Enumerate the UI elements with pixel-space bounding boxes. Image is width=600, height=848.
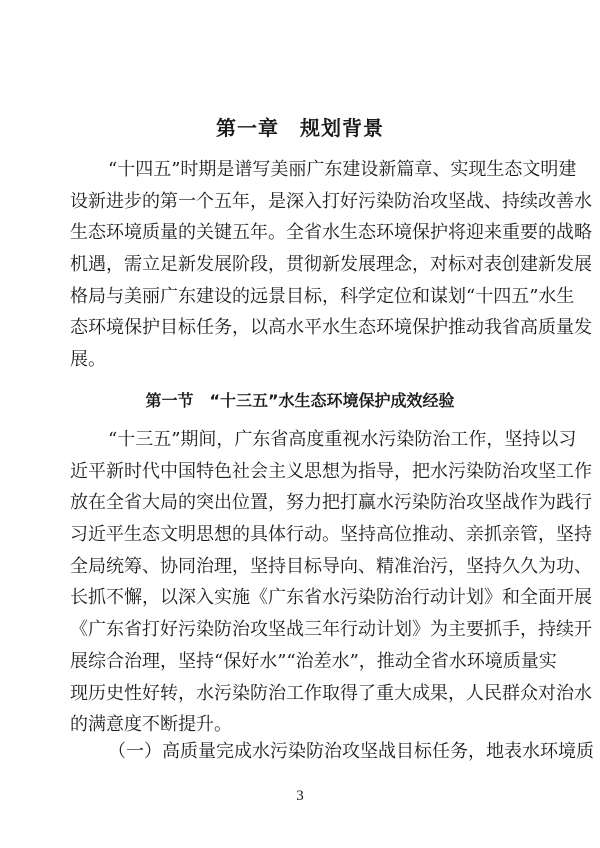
text-line: 放在全省大局的突出位置，努力把打赢水污染防治攻坚战作为践行 (70, 492, 592, 514)
text-line: 全局统筹、协同治理，坚持目标导向、精准治污，坚持久久为功、 (70, 555, 592, 577)
paragraph-achievements (70, 424, 592, 741)
paragraph-intro (70, 154, 592, 376)
text-line: “十三五”期间，广东省高度重视水污染防治工作，坚持以习 (108, 429, 577, 450)
text-line: 习近平生态文明思想的具体行动。坚持高位推动、亲抓亲管，坚持 (70, 524, 592, 546)
text-line: 态环境保护目标任务，以高水平水生态环境保护推动我省高质量发 (70, 317, 592, 339)
chapter-title: 第一章 规划背景 (216, 116, 384, 140)
text-line: 机遇，需立足新发展阶段，贯彻新发展理念，对标对表创建新发展 (70, 254, 592, 276)
section-title: 第一节 “十三五”水生态环境保护成效经验 (145, 391, 455, 410)
text-line: 设新进步的第一个五年，是深入打好污染防治攻坚战、持续改善水 (70, 190, 592, 212)
text-line: （一）高质量完成水污染防治攻坚战目标任务，地表水环境质 (108, 741, 594, 762)
text-line: 的满意度不断提升。 (70, 714, 232, 736)
text-line: 《广东省打好污染防治攻坚战三年行动计划》为主要抓手，持续开 (70, 619, 592, 641)
paragraph-subsection-1 (70, 736, 594, 768)
page-number: 3 (296, 788, 304, 804)
text-line: 近平新时代中国特色社会主义思想为指导，把水污染防治攻坚工作 (70, 460, 592, 482)
text-line: “十四五”时期是谱写美丽广东建设新篇章、实现生态文明建 (108, 159, 577, 180)
text-line: 生态环境质量的关键五年。全省水生态环境保护将迎来重要的战略 (70, 222, 592, 244)
text-line: 长抓不懈，以深入实施《广东省水污染防治行动计划》和全面开展 (70, 587, 592, 609)
text-line: 格局与美丽广东建设的远景目标，科学定位和谋划“十四五”水生 (70, 285, 575, 307)
text-line: 展。 (70, 349, 106, 371)
text-line: 展综合治理，坚持“保好水”“治差水”，推动全省水环境质量实 (70, 650, 557, 672)
text-line: 现历史性好转，水污染防治工作取得了重大成果，人民群众对治水 (70, 682, 592, 704)
